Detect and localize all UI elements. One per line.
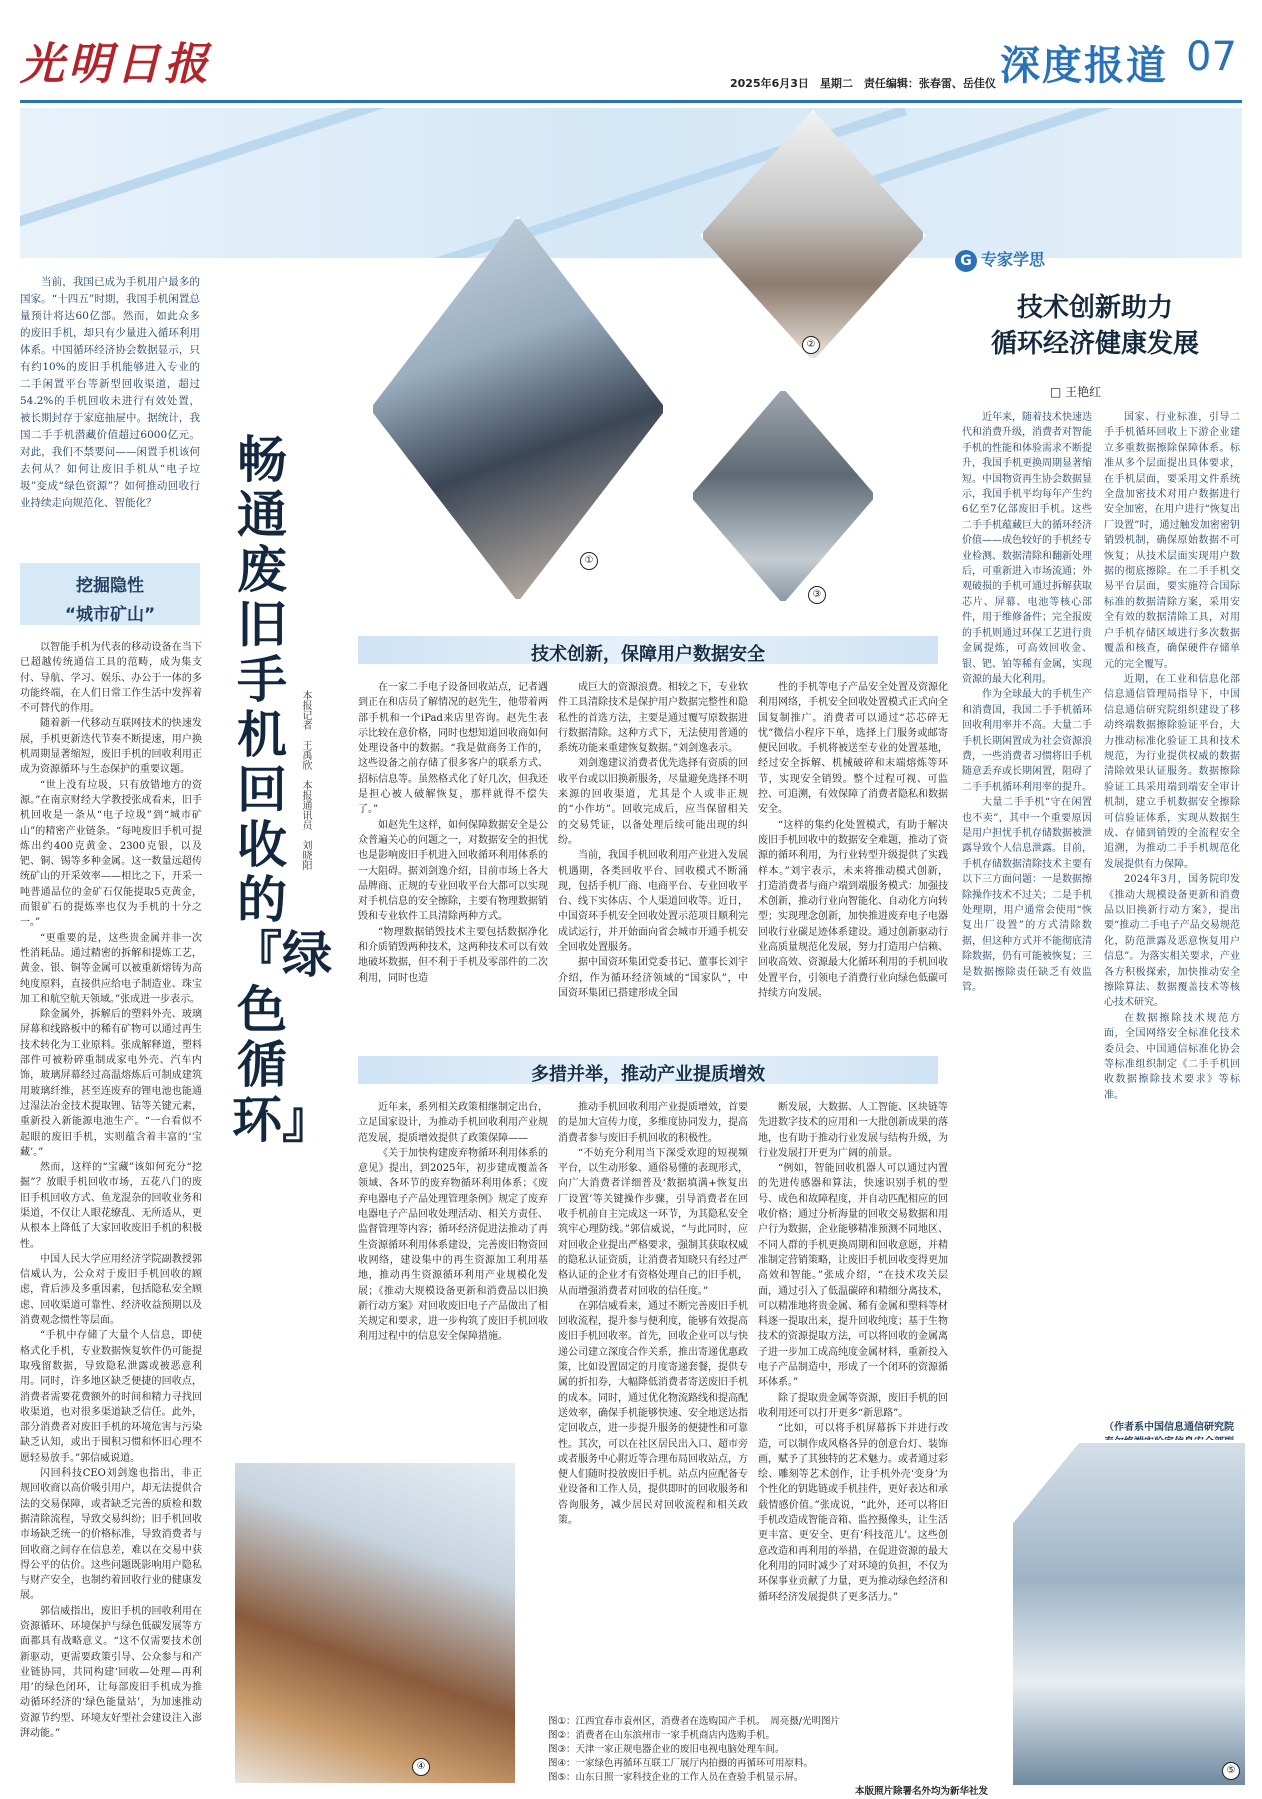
photo-4	[232, 1460, 518, 1786]
body-paragraph: 随着新一代移动互联网技术的快速发展，手机更新迭代节奏不断提速，用户换机周期显著缩短，废旧手机的回收利用正成为资源循环与生态保护的重要议题。	[20, 718, 202, 776]
caption-line: 图①：江西宜春市袁州区，消费者在选购国产手机。 周亮摄/光明图片	[548, 1716, 840, 1727]
body-paragraph: “例如，智能回收机器人可以通过内置的先进传感器和算法，快速识别手机的型号、成色和故障程度，并自动匹配相应的回收价格；通过分析海量的回收交易数据和用户行为数据，企业能够精准预测不同地区、不同人群的手机更换周期和回收意愿，并精准制定营销策略，让废旧手机回收变得更加高效和智能。”张成介绍，“在技术攻关层面，通过引入了低温碳碎和精细分离技术，可以精准地将贵金属、稀有金属和塑料等材料逐一提取出来，提升回收纯度；基于生物技术的资源提取方法，可以将回收的金属离子进一步加工成高纯度金属材料，重新投入电子产品制造中，形成了一个闭环的资源循环体系。”	[758, 1163, 948, 1389]
photo-1-label: ①	[580, 552, 598, 570]
photo-3	[690, 388, 876, 604]
lead-paragraph: 当前，我国已成为手机用户最多的国家。“十四五”时期，我国手机闲置总量预计将达60亿部。然而，如此众多的废旧手机，却只有少量进入循环利用体系。中国循环经济协会数据显示，只有约10%的废旧手机能够进入专业的二手闲置平台等新型回收渠道，超过54.2%的手机回收未进行有效处置，被长期封存于家庭抽屉中。据统计，我国二手手机潜藏价值超过6000亿元。对此，我们不禁要问——闲置手机该何去何从？如何让废旧手机从“电子垃圾”变成“绿色资源”？如何推动回收行业持续走向规范化、智能化？	[20, 276, 200, 509]
g-logo-icon: G	[955, 250, 977, 272]
body-paragraph: 《关于加快构建废弃物循环利用体系的意见》提出，到2025年，初步建成覆盖各领域、各环节的废弃物循环利用体系；《废弃电器电子产品处理管理条例》规定了废弃电器电子产品回收处理活动、相关方责任、监督管理等内容；循环经济促进法推动了再生资源循环利用体系建设，完善废旧物资回收网络，建设集中的再生资源加工利用基地，推动再生资源循环利用产业规模化发展；《推动大规模设备更新和消费品以旧换新行动方案》对回收废旧电子产品做出了相关规定和要求，进一步构筑了废旧手机回收利用过程中的信息安全保障措施。	[358, 1147, 548, 1343]
caption-line: 图④：一家绿色再循环互联工厂展厅内拍摄的再循环可用原料。	[548, 1758, 814, 1769]
photo-captions	[548, 1715, 988, 1799]
page-number: 07	[1186, 34, 1237, 80]
section1-column-2	[558, 680, 748, 1030]
body-paragraph: 断发展，大数据、人工智能、区块链等先进数字技术的应用和一大批创新成果的落地，也有助于推动行业发展与结构升级，为行业发展打开更为广阔的前景。	[758, 1102, 948, 1159]
photo-3-label: ③	[808, 586, 826, 604]
body-paragraph: 在郭信威看来，通过不断完善废旧手机回收流程，提升参与便利度，能够有效提高废旧手机回收率。首先，回收企业可以与快递公司建立深度合作关系，推出寄递优惠政策，比如设置固定的月度寄递套餐，提供专属的折扣券，大幅降低消费者寄送废旧手机的成本。同时，通过优化物流路线和提高配送效率，确保手机能够快速、安全地送达指定回收点，进一步提升服务的便捷性和可靠性。其次，可以在社区居民出入口、超市旁或者服务中心附近等合理布局回收站点，方便人们随时投放废旧手机。站点内应配备专业设备和工作人员，提供即时的回收服务和咨询服务，减少居民对回收流程和相关政策。	[558, 1300, 748, 1527]
body-paragraph: 以智能手机为代表的移动设备在当下已超越传统通信工具的范畴，成为集支付、导航、学习、娱乐、办公于一体的多功能终端，在人们日常工作生活中发挥着不可替代的作用。	[20, 642, 202, 715]
body-paragraph: 在一家二手电子设备回收站点，记者遇到正在和店员了解情况的赵先生，他带着两部手机和一个iPad来店里咨询。赵先生表示比较在意价格，同时也想知道回收商如何处理设备中的数据。“我是做商务工作的，这些设备之前存储了很多客户的联系方式、招标信息等。虽然格式化了好几次，但我还是担心被人破解恢复，那样就得不偿失了。”	[358, 682, 548, 816]
expert-column-1	[962, 410, 1092, 1420]
expert-headline-line-1: 技术创新助力	[1016, 293, 1173, 323]
expert-paragraph: 在数据擦除技术规范方面，全国网络安全标准化技术委员会、中国通信标准化协会等标准组织制定《二手手机回收数据擦除技术要求》等标准。	[1104, 1012, 1240, 1101]
body-paragraph: 如赵先生这样，如何保障数据安全是公众普遍关心的问题之一，对数据安全的担忧也是影响废旧手机进入回收循环利用体系的一大阻碍。据刘剑逸介绍，目前市场上各大品牌商、正规的专业回收平台大都可以实现对手机信息的安全擦除，主要有物理数据销毁和专业软件工具清除两种方式。	[358, 819, 548, 923]
newspaper-masthead: 光明日报	[20, 39, 212, 90]
photo-credit: 本版照片除署名外均为新华社发	[854, 1786, 988, 1797]
caption-line: 图②：消费者在山东滨州市一家手机商店内选购手机。	[548, 1730, 776, 1741]
byline-text: 本报记者 王禹欣 本报通讯员 刘晓阳	[300, 690, 311, 870]
expert-paragraph: 作为全球最大的手机生产和消费国，我国二手手机循环回收利用率并不高。大量二手手机长期闲置成为社会资源浪费，一些消费者习惯将旧手机随意丢弃或长期闲置，阻碍了二手手机循环利用率的提升。	[962, 689, 1092, 793]
body-paragraph: “更重要的是，这些贵金属并非一次性消耗品。通过精密的拆解和提炼工艺，黄金、银、铜等金属可以被重新熔铸为高纯度原料，直接供应给电子制造业、珠宝加工和航空航天领域。”张成进一步表示。	[20, 932, 202, 1005]
expert-author: □ 王艳红	[1050, 385, 1102, 399]
expert-paragraph: 2024年3月，国务院印发《推动大规模设备更新和消费品以旧换新行动方案》，提出要“推动二手电子产品交易规范化，防范泄露及恶意恢复用户信息”。为落实相关要求，产业各方积极探索，加快推动安全擦除算法、数据覆盖技术等核心技术研究。	[1104, 874, 1240, 1009]
subhead-city-mine	[20, 563, 200, 625]
section2-column-1	[358, 1100, 548, 1440]
body-paragraph: “物理数据销毁技术主要包括数据净化和介质销毁两种技术，这两种技术可以有效地破坏数据，但不利于手机及零部件的二次利用，同时也造	[358, 926, 548, 984]
body-paragraph: 刘剑逸建议消费者优先选择有资质的回收平台或以旧换新服务，尽量避免选择不明来源的回收渠道，尤其是个人或非正规的“小作坊”。回收完成后，应当保留相关的交易凭证，以备处理后续可能出现的纠纷。	[558, 758, 748, 846]
body-paragraph: “不妨充分利用当下深受欢迎的短视频平台，以生动形象、通俗易懂的表现形式，向广大消费者详细普及‘数据填满+恢复出厂设置’等关键操作步骤，引导消费者在回收手机前自主完成这一环节，为其隐私安全筑牢心理防线。”郭信威说，“与此同时，应对回收企业提出严格要求，强制其获取权威的隐私认证资质，让消费者知晓只有经过严格认证的企业才有资格处理自己的旧手机，从而增强消费者对回收的信任度。”	[558, 1147, 748, 1297]
body-paragraph: “手机中存储了大量个人信息，即使格式化手机，专业数据恢复软件仍可能提取残留数据，导致隐私泄露或被恶意利用。同时，许多地区缺乏便捷的回收点，消费者需要花费额外的时间和精力寻找回收渠道，也对很多渠道缺乏信任。此外，部分消费者对废旧手机的环境危害与污染缺乏认知，或出于囤积习惯和怀旧心理不愿轻易放手。”郭信威说道。	[20, 1330, 202, 1464]
section1-column-3	[758, 680, 948, 1030]
expert-headline-line-2: 循环经济健康发展	[990, 329, 1199, 359]
body-paragraph: “比如，可以将手机屏幕拆下并进行改造，可以制作成风格各异的创意台灯、装饰画，赋予了其独特的艺术魅力。或者通过彩绘、雕刻等艺术创作，让手机外壳‘变身’为个性化的钥匙链或手机挂件，更好表达和承载情感价值。”张成说，“此外，还可以将旧手机改造成智能音箱、监控摄像头，让生活更丰富、更安全、更有‘科技范儿’。这些创意改造和再利用的举措，在促进资源的最大化利用的同时减少了对环境的负担，不仅为环保事业贡献了力量，更为推动绿色经济和循环经济发展提供了更多活力。”	[758, 1423, 948, 1603]
body-paragraph: 当前，我国手机回收利用产业进入发展机遇期，各类回收平台、回收模式不断涌现，包括手机厂商、电商平台、专业回收平台、线下实体店、个人渠道回收等。近日，中国资环手机安全回收处置示范项目顺利完成试运行，并开始面向省会城市开通手机安全回收处置服务。	[558, 850, 748, 954]
photo-4-label: ④	[412, 1758, 430, 1776]
body-paragraph: 据中国资环集团党委书记、董事长刘宇介绍，作为循环经济领域的“国家队”，中国资环集团已搭建形成全国	[558, 957, 748, 999]
photo-5-label: ⑤	[1222, 1762, 1240, 1780]
main-headline: 畅通废旧手机回收的『绿色循环』	[232, 430, 332, 1149]
byline	[298, 690, 334, 920]
body-paragraph: 推动手机回收利用产业提质增效，首要的是加大宣传力度，多维度协同发力，提高消费者参与废旧手机回收的积极性。	[558, 1102, 748, 1144]
lead-text	[20, 274, 200, 536]
expert-paragraph: 近年来，随着技术快速迭代和消费升级，消费者对智能手机的性能和体验需求不断提升，我国手机更换周期显著缩短。中国物资再生协会数据显示，我国手机平均每年产生约6亿至7亿部废旧手机。这些二手手机蕴藏巨大的循环经济价值——成色较好的手机经专业检测、数据清除和翻新处理后，可重新进入市场流通；外观破损的手机可通过拆解获取芯片、屏幕、电池等核心部件，用于维修备件；完全报废的手机则通过环保工艺进行贵金属提炼，可高效回收金、银、钯、铂等稀有金属，实现资源的最大化利用。	[962, 412, 1092, 685]
body-paragraph: 然而，这样的“宝藏”该如何充分“挖掘”？放眼手机回收市场，五花八门的废旧手机回收方式、鱼龙混杂的回收业务和渠道，不仅让人眼花缭乱、无所适从，更从根本上降低了大家回收废旧手机的积极性。	[20, 1162, 202, 1250]
photo-1	[370, 216, 666, 602]
dateline: 2025年6月3日 星期二 责任编辑：张春雷、岳佳仪	[730, 77, 996, 90]
expert-paragraph: 国家、行业标准，引导二手手机循环回收上下游企业建立多重数据擦除保障体系。标准从多个层面提出具体要求，在手机层面，要采用文件系统全盘加密技术对用户数据进行安全加密，在用户进行“恢复出厂设置”时，通过触发加密密钥销毁机制，确保原始数据不可恢复；从技术层面实现用户数据的彻底擦除。在二手手机交易平台层面，要实施符合国际标准的数据清除方案，采用安全有效的数据清除工具，对用户手机存储区域进行多次数据覆盖和核查，确保硬件存储单元的完全覆写。	[1104, 412, 1240, 670]
section-title: 深度报道	[1000, 43, 1168, 89]
author-note: （作者系中国信息通信研究院	[1104, 1422, 1234, 1433]
body-paragraph: “这样的集约化处置模式，有助于解决废旧手机回收中的数据安全难题，推动了资源的循环利用，为行业转型升级提供了实践样本。”刘宇表示，未来将推动模式创新，打造消费者与商户端到端服务模式：加强技术创新，推动行业向智能化、自动化方向转型；实现理念创新，加快推进废弃电子电器回收行业碳足迹体系建设。通过创新驱动行业高质量规范化发展，努力打造用户信赖、回收高效、资源最大化循环利用的手机回收处置平台，引领电子消费行业向绿色低碳可持续方向发展。	[758, 819, 948, 999]
expert-tag-text: 专家学思	[981, 250, 1046, 269]
body-paragraph: 中国人民大学应用经济学院副教授郭信威认为，公众对于废旧手机回收的顾虑，背后涉及多重因素，包括隐私安全顾虑、回收渠道可靠性、经济收益预期以及消费观念惯性等层面。	[20, 1253, 202, 1327]
section2-column-3	[758, 1100, 948, 1700]
subtitle-data-security: 技术创新，保障用户数据安全	[531, 644, 765, 665]
body-paragraph: 成巨大的资源浪费。相较之下，专业软件工具清除技术是保护用户数据完整性和隐私性的首选方法，主要是通过覆写原数据进行数据清除。这种方式下，无法使用普通的系统功能来重建恢复数据。”刘剑逸表示。	[558, 682, 748, 755]
caption-line: 图⑤：山东日照一家科技企业的工作人员在查验手机显示屏。	[548, 1772, 804, 1783]
body-paragraph: 除了提取贵金属等资源，废旧手机的回收利用还可以打开更多“新思路”。	[758, 1392, 948, 1419]
body-paragraph: 性的手机等电子产品安全处置及资源化利用网络，手机安全回收处置模式正式向全国复制推广。消费者可以通过“芯芯碎无忧”微信小程序下单，选择上门服务或邮寄便民回收。手机将被送至专业的处置基地，经过安全拆解、机械破碎和末端熔炼等环节，实现安全销毁。整个过程可视、可监控、可追溯，有效保障了消费者隐私和数据安全。	[758, 682, 948, 816]
expert-headline	[950, 290, 1240, 362]
body-paragraph: 近年来，系列相关政策相继制定出台，立足国家设计，为推动手机回收利用产业规范发展，提质增效提供了政策保障——	[358, 1102, 548, 1144]
section1-column-1	[358, 680, 548, 1030]
subhead-line-1: 挖掘隐性	[76, 576, 144, 596]
body-paragraph: “世上没有垃圾，只有放错地方的资源。”在南京财经大学教授张成看来，旧手机回收是一条从“电子垃圾”到“城市矿山”的精密产业链条。“每吨废旧手机可提炼出约400克黄金、2300克银，以及钯、铜、锡等多种金属。这一数量远超传统矿山的开采效率——相比之下，开采一吨普通品位的金矿石仅能提取5克黄金，而银矿石的提炼率也仅为手机的十分之一。”	[20, 779, 202, 929]
expert-column-2	[1104, 410, 1240, 1420]
section2-column-2	[558, 1100, 748, 1700]
body-paragraph: 闪回科技CEO刘剑逸也指出，非正规回收商以高价吸引用户，却无法提供合法的交易保障，或者缺乏完善的质检和数据清除流程，导致交易纠纷；旧手机回收市场缺乏统一的价格标准，导致消费者与回收商之间存在信息差，难以在交易中获得公平的估价。这些问题既影响用户隐私与财产安全，也制约着回收行业的健康发展。	[20, 1468, 202, 1602]
caption-line: 图③：天津一家正规电器企业的废旧电视电脑处理车间。	[548, 1744, 785, 1755]
subhead-line-2: “城市矿山”	[64, 605, 156, 625]
header-rule	[20, 100, 1242, 103]
photo-2-label: ②	[802, 336, 820, 354]
expert-paragraph: 大量二手手机“守在闲置也不卖”，其中一个重要原因是用户担忧手机存储数据被泄露导致个人信息泄露。目前，手机存储数据清除技术主要有以下三方面问题：一是数据擦除操作技术不过关；二是手机处理期，用户通常会使用“恢复出厂设置”的方式清除数据，但这种方式并不能彻底清除数据，仍有可能被恢复；三是数据擦除责任缺乏有效监管。	[962, 797, 1092, 994]
body-paragraph: 郭信威指出，废旧手机的回收利用在资源循环、环境保护与绿色低碳发展等方面都具有战略意义。“这不仅需要技术创新驱动，更需要政策引导、公众参与和产业链协同，共同构建‘回收—处理—再利用’的绿色闭环，让每部废旧手机成为推动循环经济的‘绿色能量站’，为加速推动资源节约型、环境友好型社会建设注入澎湃动能。”	[20, 1605, 202, 1740]
expert-column-tag	[955, 247, 1045, 272]
photo-5	[1010, 1440, 1248, 1788]
decorative-banner	[20, 108, 1242, 258]
subtitle-industry-upgrade: 多措并举，推动产业提质增效	[531, 1064, 765, 1085]
body-paragraph: 除金属外，拆解后的塑料外壳、玻璃屏幕和线路板中的稀有矿物可以通过再生技术转化为工业原料。张成解释道，塑料部件可被粉碎重制成家电外壳、汽车内饰，玻璃屏幕经过高温熔炼后可制成建筑用玻璃纤维，甚至连废弃的锂电池也能通过湿法冶金技术提取锂、钴等关键元素，重新投入新能源电池生产。“一台看似不起眼的废旧手机，实则蕴含着丰富的‘宝藏’。”	[20, 1009, 202, 1158]
expert-paragraph: 近期，在工业和信息化部信息通信管理局指导下，中国信息通信研究院组织建设了移动终端数据擦除验证平台，大力推动标准化验证工具和技术规范，为行业提供权威的数据清除效果认证服务。数据擦除验证工具采用端到端安全审计机制，建立手机数据安全擦除可信验证体系，实现从数据生成、存储到销毁的全流程安全追溯，为推动二手手机规范化发展提供有力保障。	[1104, 673, 1240, 870]
left-column	[20, 640, 202, 1786]
